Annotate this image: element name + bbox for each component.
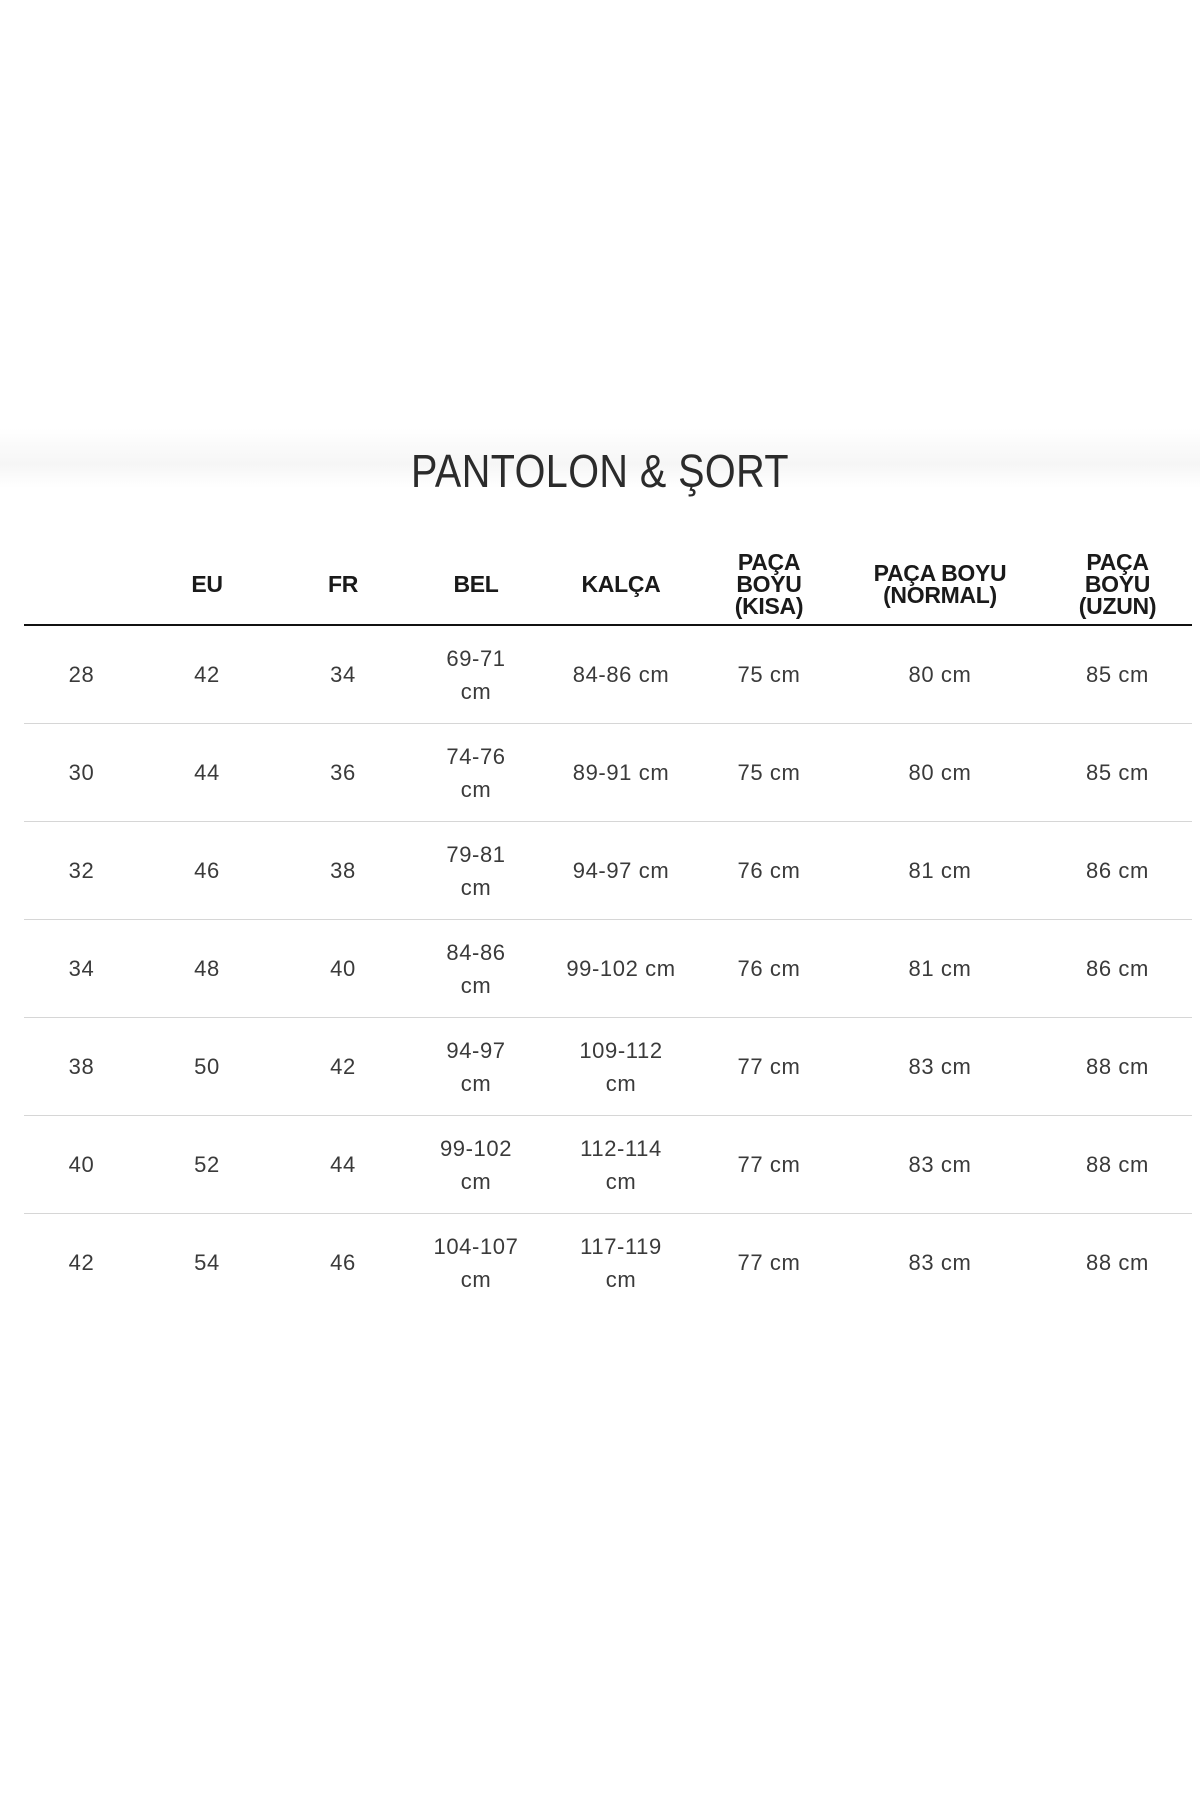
table-row bbox=[24, 822, 1192, 920]
header-eu: EU bbox=[191, 571, 223, 597]
cell-fr: 36 bbox=[330, 760, 356, 785]
table-row bbox=[24, 724, 1192, 822]
header-paca-kisa: PAÇA BOYU (KISA) bbox=[734, 549, 804, 619]
cell-paca-normal: 80 cm bbox=[908, 662, 972, 687]
size-chart bbox=[0, 428, 1200, 1328]
cell-size: 28 bbox=[68, 662, 95, 687]
cell-fr: 38 bbox=[330, 858, 356, 883]
cell-paca-uzun: 85 cm bbox=[1086, 662, 1149, 687]
cell-paca-kisa: 76 cm bbox=[737, 956, 801, 981]
cell-paca-kisa: 75 cm bbox=[737, 760, 801, 785]
cell-paca-uzun: 88 cm bbox=[1086, 1054, 1149, 1079]
cell-paca-normal: 83 cm bbox=[908, 1054, 972, 1079]
table-row bbox=[24, 1018, 1192, 1116]
cell-eu: 42 bbox=[194, 662, 220, 687]
cell-eu: 52 bbox=[194, 1152, 220, 1177]
table-header bbox=[24, 538, 1192, 630]
cell-bel: 79-81 cm bbox=[446, 841, 506, 900]
cell-fr: 40 bbox=[330, 956, 356, 981]
header-paca-uzun: PAÇA BOYU (UZUN) bbox=[1078, 549, 1157, 619]
cell-kalca: 109-112 cm bbox=[579, 1037, 663, 1096]
header-kalca: KALÇA bbox=[581, 571, 661, 597]
cell-size: 42 bbox=[68, 1250, 95, 1275]
cell-size: 34 bbox=[68, 956, 95, 981]
cell-bel: 99-102 cm bbox=[439, 1135, 513, 1194]
cell-paca-normal: 80 cm bbox=[908, 760, 972, 785]
page-title: PANTOLON & ŞORT bbox=[411, 445, 789, 497]
cell-paca-uzun: 85 cm bbox=[1086, 760, 1149, 785]
cell-size: 32 bbox=[68, 858, 95, 883]
cell-bel: 94-97 cm bbox=[446, 1037, 506, 1096]
table-row bbox=[24, 626, 1192, 724]
cell-kalca: 84-86 cm bbox=[572, 662, 670, 687]
cell-paca-kisa: 77 cm bbox=[737, 1054, 801, 1079]
cell-bel: 104-107 cm bbox=[433, 1233, 519, 1292]
cell-size: 38 bbox=[68, 1054, 95, 1079]
cell-fr: 42 bbox=[330, 1054, 356, 1079]
table-body bbox=[24, 626, 1192, 1311]
cell-bel: 69-71 cm bbox=[446, 645, 506, 704]
cell-eu: 48 bbox=[194, 956, 220, 981]
cell-kalca: 94-97 cm bbox=[572, 858, 670, 883]
table-row bbox=[24, 1116, 1192, 1214]
cell-paca-normal: 81 cm bbox=[908, 858, 972, 883]
cell-eu: 46 bbox=[194, 858, 220, 883]
cell-kalca: 112-114 cm bbox=[580, 1135, 662, 1194]
cell-fr: 46 bbox=[330, 1250, 356, 1275]
cell-bel: 74-76 cm bbox=[446, 743, 506, 802]
cell-paca-kisa: 75 cm bbox=[737, 662, 801, 687]
header-size bbox=[24, 538, 139, 630]
cell-paca-kisa: 77 cm bbox=[737, 1152, 801, 1177]
cell-size: 30 bbox=[68, 760, 95, 785]
cell-paca-normal: 81 cm bbox=[908, 956, 972, 981]
cell-kalca: 117-119 cm bbox=[580, 1233, 662, 1292]
cell-paca-uzun: 88 cm bbox=[1086, 1250, 1149, 1275]
cell-paca-normal: 83 cm bbox=[908, 1250, 972, 1275]
cell-paca-uzun: 88 cm bbox=[1086, 1152, 1149, 1177]
cell-paca-uzun: 86 cm bbox=[1086, 956, 1149, 981]
table-row bbox=[24, 1214, 1192, 1311]
cell-fr: 34 bbox=[330, 662, 356, 687]
table-row bbox=[24, 920, 1192, 1018]
cell-fr: 44 bbox=[330, 1152, 356, 1177]
cell-kalca: 89-91 cm bbox=[572, 760, 670, 785]
cell-paca-kisa: 77 cm bbox=[737, 1250, 801, 1275]
cell-size: 40 bbox=[68, 1152, 95, 1177]
cell-paca-kisa: 76 cm bbox=[737, 858, 801, 883]
header-paca-normal: PAÇA BOYU (NORMAL) bbox=[873, 560, 1007, 608]
cell-kalca: 99-102 cm bbox=[566, 956, 676, 981]
cell-eu: 54 bbox=[194, 1250, 220, 1275]
cell-paca-normal: 83 cm bbox=[908, 1152, 972, 1177]
header-fr: FR bbox=[327, 571, 359, 597]
header-bel: BEL bbox=[453, 571, 499, 597]
cell-bel: 84-86 cm bbox=[446, 939, 506, 998]
cell-eu: 50 bbox=[194, 1054, 220, 1079]
cell-eu: 44 bbox=[194, 760, 220, 785]
cell-paca-uzun: 86 cm bbox=[1086, 858, 1149, 883]
